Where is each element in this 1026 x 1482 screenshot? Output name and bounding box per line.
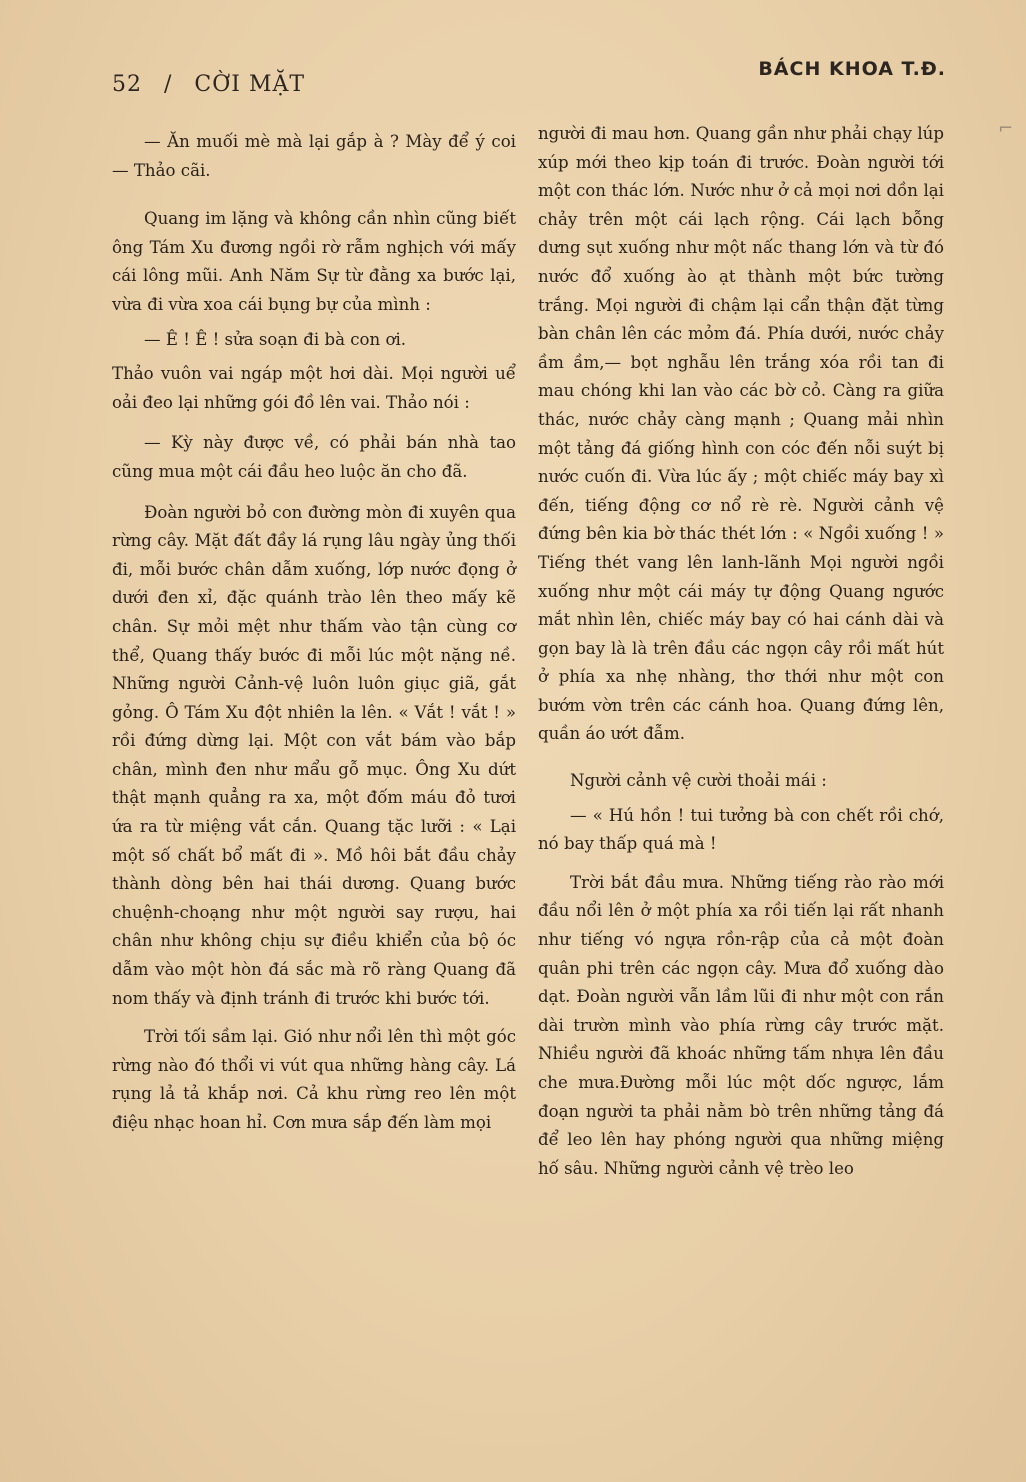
margin-mark-icon: ⌐: [998, 118, 1014, 139]
paragraph: — « Hú hồn ! tui tưởng bà con chết rồi chớ, nó bay thấp quá mà !: [538, 805, 944, 854]
right-column: [538, 120, 944, 1189]
paragraph: Trời tối sầm lại. Gió như nổi lên thì một góc rừng nào đó thổi vi vút qua những hàng cây. Lá rụng lả tả khắp nơi. Cả khu rừng reo lên một điệu nhạc hoan hỉ. Cơn mưa sắp đến làm mọi: [112, 1027, 516, 1132]
magazine-name: BÁCH KHOA T.Đ.: [758, 58, 946, 80]
left-column: [112, 128, 516, 1144]
paragraph: — Kỳ này được về, có phải bán nhà tao cũng mua một cái đầu heo luộc ăn cho đã.: [112, 433, 516, 481]
header-separator: /: [164, 72, 173, 97]
paragraph: — Ăn muối mè mà lại gắp à ? Mày để ý coi — Thảo cãi.: [112, 132, 516, 180]
paragraph: người đi mau hơn. Quang gần như phải chạy lúp xúp mới theo kịp toán đi trước. Đoàn người tới một con thác lớn. Nước như ở cả mọi nơi dồn lại chảy trên một cái lạch rộng. Cái lạch bỗng dưng sụt xuống như một nấc thang lớn và từ đó nước đổ xuống ào ạt thành một bức tường trắng. Mọi người đi chậm lại cẩn thận đặt từng bàn chân lên các mỏm đá. Phía dưới, nước chảy ầm ầm,— bọt nghẫu lên trắng xóa rồi tan đi mau chóng khi lan vào các bờ cỏ. Càng ra giữa thác, nước chảy càng mạnh ; Quang mải nhìn một tảng đá giống hình con cóc đến nỗi suýt bị nước cuốn đi. Vừa lúc ấy ; một chiếc máy bay xì đến, tiếng động cơ nổ rè rè. Người cảnh vệ đứng bên kia bờ thác thét lớn : « Ngồi xuống ! » Tiếng thét vang lên lanh-lãnh Mọi người ngồi xuống như một cái máy tự động Quang ngước mắt nhìn lên, chiếc máy bay có hai cánh dài và gọn bay là là trên đầu các ngọn cây rồi mất hút ở phía xa nhẹ nhàng, thơ thới như một con bướm vờn trên các cánh hoa. Quang đứng lên, quần áo ướt đẫm.: [538, 124, 944, 744]
paragraph: Người cảnh vệ cười thoải mái :: [570, 771, 827, 791]
page-number: 52: [112, 72, 142, 97]
page-header-left: [112, 72, 305, 97]
paragraph: Thảo vuôn vai ngáp một hơi dài. Mọi người uể oải đeo lại những gói đồ lên vai. Thảo nói :: [112, 364, 516, 412]
paragraph: Trời bắt đầu mưa. Những tiếng rào rào mới đầu nổi lên ở một phía xa rồi tiến lại rất nhanh như tiếng vó ngựa rồn-rập của cả một đoàn quân phi trên các ngọn cây. Mưa đổ xuống dào dạt. Đoàn người vẫn lầm lũi đi như một con rắn dài trườn mình vào phía rừng cây trước mặt. Nhiều người đã khoác những tấm nhựa lên đầu che mưa.Đường mỗi lúc một dốc ngược, lắm đoạn người ta phải nằm bò trên những tảng đá để leo lên hay phóng người qua những miệng hố sâu. Những người cảnh vệ trèo leo: [538, 872, 944, 1178]
paragraph: Quang im lặng và không cần nhìn cũng biết ông Tám Xu đương ngồi rờ rẫm nghịch với mấy cái lông mũi. Anh Năm Sự từ đằng xa bước lại, vừa đi vừa xoa cái bụng bự của mình :: [112, 209, 516, 314]
paragraph: Đoàn người bỏ con đường mòn đi xuyên qua rừng cây. Mặt đất đầy lá rụng lâu ngày ủng thối đi, mỗi bước chân dẫm xuống, lớp nước đọng ở dưới đen xỉ, đặc quánh trào lên theo mấy kẽ chân. Sự mỏi mệt như thấm vào tận cùng cơ thể, Quang thấy bước đi mỗi lúc một nặng nề. Những người Cảnh-vệ luôn luôn giục giã, gắt gỏng. Ô Tám Xu đột nhiên la lên. « Vắt ! vắt ! » rồi đứng dừng lại. Một con vắt bám vào bắp chân, mình đen như mẩu gỗ mục. Ông Xu dứt thật mạnh quẳng ra xa, một đốm máu đỏ tươi ứa ra từ miệng vắt cắn. Quang tặc lưỡi : « Lại một số chất bổ mất đi ». Mồ hôi bắt đầu chảy thành dòng bên hai thái dương. Quang bước chuệnh-choạng như một người say rượu, hai chân như không chịu sự điều khiển của bộ óc dẫm vào một hòn đá sắc mà rõ ràng Quang đã nom thấy và định tránh đi trước khi bước tới.: [112, 502, 516, 1008]
paragraph: — Ê ! Ê ! sửa soạn đi bà con ơi.: [144, 329, 407, 349]
section-title: CỜI MẶT: [194, 72, 306, 97]
